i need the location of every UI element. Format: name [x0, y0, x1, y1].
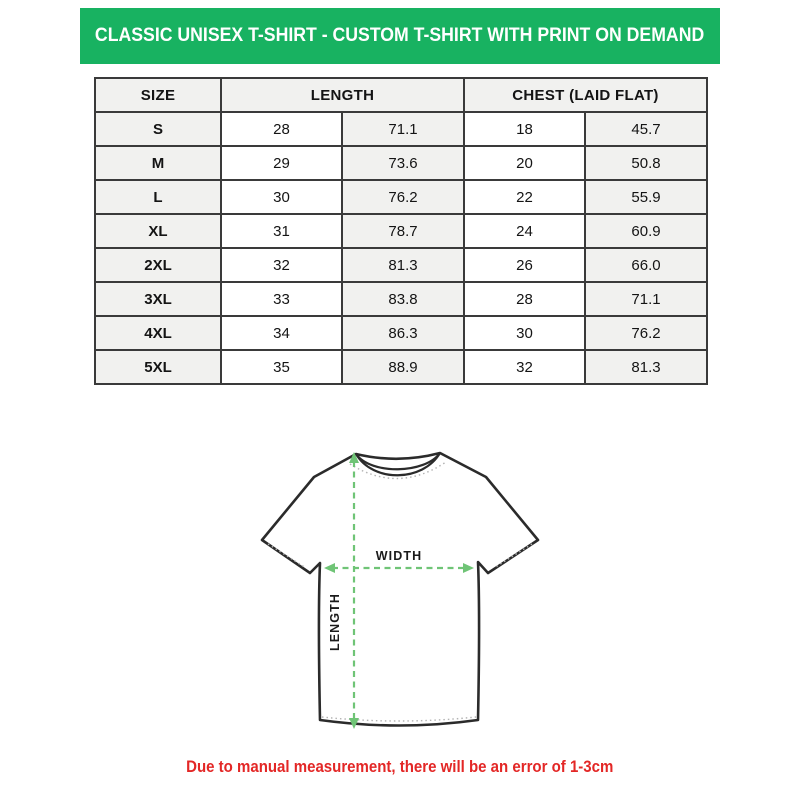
chest-in-cell: 18: [464, 112, 585, 146]
disclaimer-text: Due to manual measurement, there will be an error of 1-3cm: [186, 758, 614, 776]
size-cell: M: [95, 146, 221, 180]
length-cm-cell: 71.1: [342, 112, 464, 146]
table-row: [95, 282, 707, 316]
size-cell: 5XL: [95, 350, 221, 384]
table-row: [95, 180, 707, 214]
chest-cm-cell: 60.9: [585, 214, 707, 248]
length-in-cell: 32: [221, 248, 342, 282]
tshirt-measure-diagram: [240, 430, 560, 750]
chest-cm-cell: 81.3: [585, 350, 707, 384]
length-cm-cell: 83.8: [342, 282, 464, 316]
col-header-length: LENGTH: [221, 78, 464, 112]
chest-in-cell: 26: [464, 248, 585, 282]
length-cm-cell: 88.9: [342, 350, 464, 384]
length-in-cell: 34: [221, 316, 342, 350]
chest-cm-cell: 55.9: [585, 180, 707, 214]
width-arrow-label: WIDTH: [375, 549, 423, 563]
size-cell: XL: [95, 214, 221, 248]
col-header-chest: CHEST (LAID FLAT): [464, 78, 707, 112]
length-cm-cell: 81.3: [342, 248, 464, 282]
tshirt-outline: [262, 453, 538, 726]
table-header-row: [95, 78, 707, 112]
chest-in-cell: 28: [464, 282, 585, 316]
chest-cm-cell: 71.1: [585, 282, 707, 316]
chest-cm-cell: 76.2: [585, 316, 707, 350]
table-row: [95, 214, 707, 248]
chest-cm-cell: 50.8: [585, 146, 707, 180]
length-cm-cell: 78.7: [342, 214, 464, 248]
length-in-cell: 33: [221, 282, 342, 316]
length-in-cell: 31: [221, 214, 342, 248]
size-table: [94, 77, 708, 385]
length-arrow-label: LENGTH: [328, 593, 342, 651]
chest-cm-cell: 66.0: [585, 248, 707, 282]
size-cell: L: [95, 180, 221, 214]
length-in-cell: 30: [221, 180, 342, 214]
table-row: [95, 350, 707, 384]
table-row: [95, 316, 707, 350]
length-cm-cell: 76.2: [342, 180, 464, 214]
table-row: [95, 248, 707, 282]
size-cell: S: [95, 112, 221, 146]
length-cm-cell: 86.3: [342, 316, 464, 350]
chest-in-cell: 24: [464, 214, 585, 248]
length-in-cell: 28: [221, 112, 342, 146]
chest-in-cell: 22: [464, 180, 585, 214]
chest-in-cell: 30: [464, 316, 585, 350]
chest-in-cell: 20: [464, 146, 585, 180]
title-banner: [80, 8, 720, 64]
chest-cm-cell: 45.7: [585, 112, 707, 146]
measurement-disclaimer: [0, 758, 800, 777]
length-in-cell: 35: [221, 350, 342, 384]
table-row: [95, 146, 707, 180]
chest-in-cell: 32: [464, 350, 585, 384]
page-title: CLASSIC UNISEX T-SHIRT - CUSTOM T-SHIRT WITH PRINT ON DEMAND: [95, 25, 705, 46]
table-row: [95, 112, 707, 146]
col-header-size: SIZE: [95, 78, 221, 112]
size-cell: 3XL: [95, 282, 221, 316]
size-cell: 4XL: [95, 316, 221, 350]
length-in-cell: 29: [221, 146, 342, 180]
length-cm-cell: 73.6: [342, 146, 464, 180]
size-cell: 2XL: [95, 248, 221, 282]
